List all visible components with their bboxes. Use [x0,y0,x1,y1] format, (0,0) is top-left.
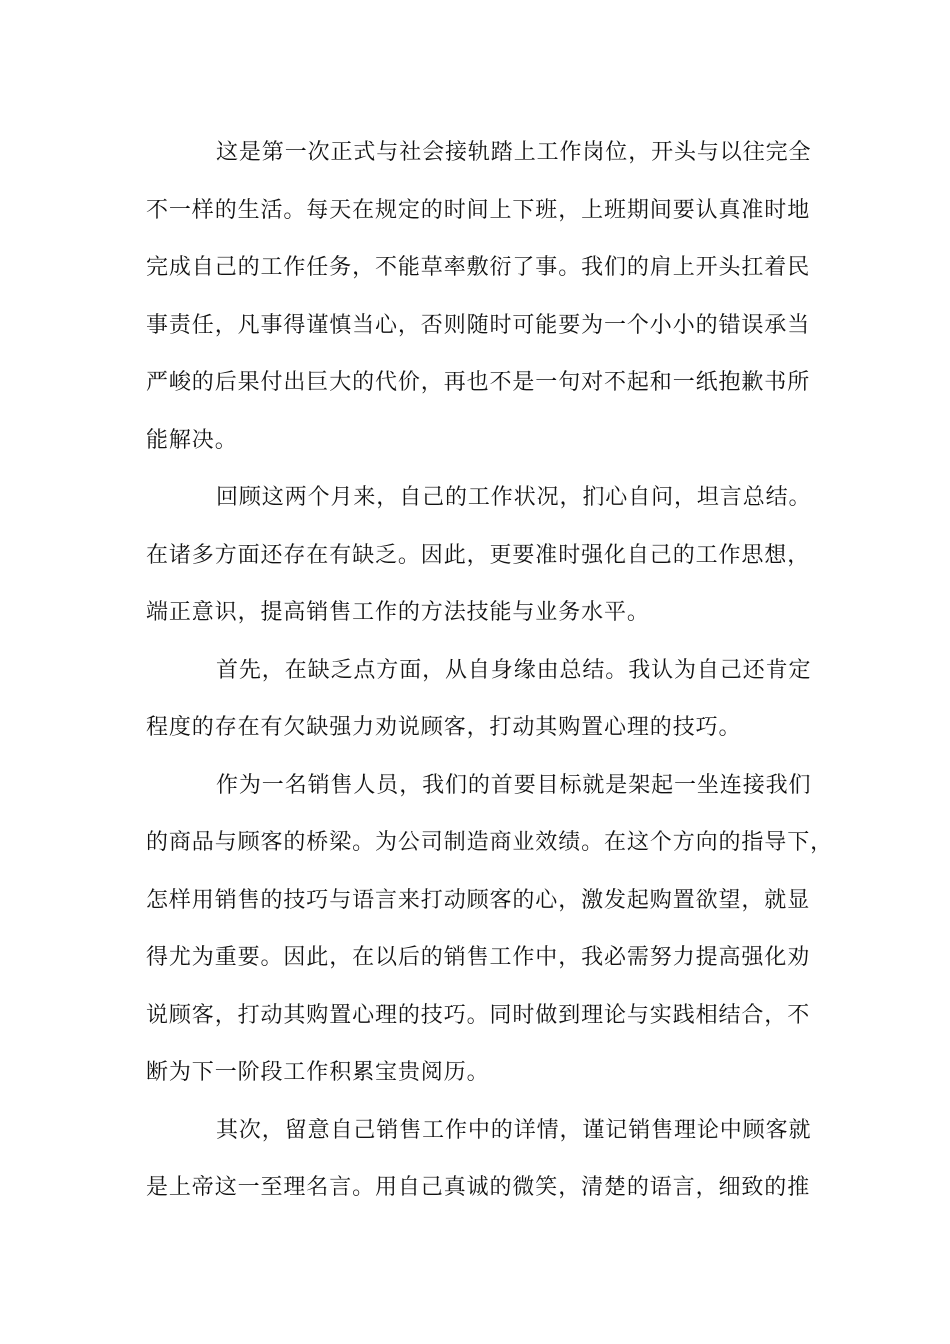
text-line: 程度的存在有欠缺强力劝说顾客，打动其购置心理的技巧。 [146,715,742,740]
text-line: 完成自己的工作任务，不能草率敷衍了事。我们的肩上开头扛着民 [146,255,811,280]
paragraph-3 [146,648,816,763]
text-line: 在诸多方面还存在有缺乏。因此，更要准时强化自己的工作思想， [146,542,811,568]
text-line: 是上帝这一至理名言。用自己真诚的微笑，清楚的语言，细致的推 [146,1175,811,1200]
paragraph-2 [146,475,816,648]
text-line: 严峻的后果付出巨大的代价，再也不是一句对不起和一纸抱歉书所 [146,370,811,395]
text-line: 事责任，凡事得谨慎当心，否则随时可能要为一个小小的错误承当 [146,312,811,338]
paragraph-4 [146,763,834,1108]
text-line: 首先，在缺乏点方面，从自身缘由总结。我认为自己还肯定 [216,657,812,683]
paragraph-1 [146,130,816,475]
text-line: 得尤为重要。因此，在以后的销售工作中，我必需努力提高强化劝 [146,945,811,970]
text-line: 这是第一次正式与社会接轨踏上工作岗位，开头与以往完全 [216,140,812,165]
text-line: 怎样用销售的技巧与语言来打动顾客的心，激发起购置欲望，就显 [146,887,811,913]
text-line: 的商品与顾客的桥梁。为公司制造商业效绩。在这个方向的指导下， [146,830,834,855]
text-line: 不一样的生活。每天在规定的时间上下班，上班期间要认真准时地 [146,197,811,223]
text-line: 作为一名销售人员，我们的首要目标就是架起一坐连接我们 [216,772,812,798]
paragraph-5 [146,1108,816,1223]
text-line: 断为下一阶段工作积累宝贵阅历。 [146,1060,490,1085]
text-line: 说顾客，打动其购置心理的技巧。同时做到理论与实践相结合，不 [146,1002,811,1028]
text-line: 其次，留意自己销售工作中的详情，谨记销售理论中顾客就 [216,1117,812,1143]
document-body [146,130,834,1223]
text-line: 能解决。 [146,427,238,453]
text-line: 端正意识，提高销售工作的方法技能与业务水平。 [146,600,650,625]
text-line: 回顾这两个月来，自己的工作状况，扪心自问，坦言总结。 [216,485,812,510]
